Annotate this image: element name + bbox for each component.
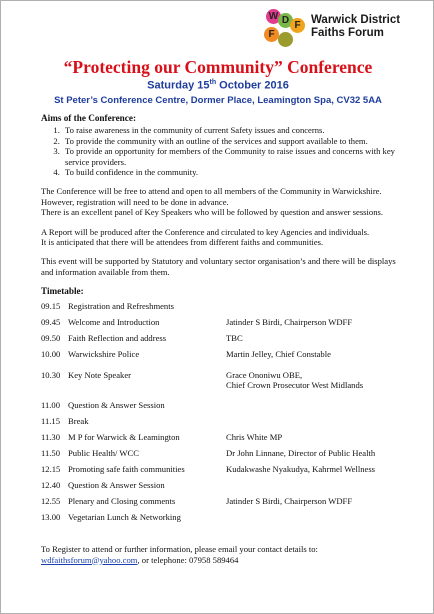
org-name-line2: Faiths Forum	[311, 27, 384, 39]
timetable-row	[41, 448, 421, 464]
aims-item: 3. To provide an opportunity for members of the Community to raise issues and concerns with key service providers.	[62, 146, 409, 167]
row-event: Public Health/ WCC	[68, 448, 139, 458]
conference-title: “Protecting our Community” Conference	[63, 57, 373, 77]
phone-text: , or telephone: 07958 589464	[137, 554, 239, 565]
aims-list	[41, 125, 409, 177]
date-day: Saturday 15	[147, 79, 210, 92]
logo-circle-f2: F	[264, 27, 279, 42]
row-speaker: Jatinder S Birdi, Chairperson WDFF	[226, 496, 353, 506]
row-time: 11.00	[41, 400, 61, 410]
timetable-heading: Timetable:	[41, 286, 84, 297]
timetable-row	[41, 349, 421, 370]
registration-info	[41, 544, 318, 565]
row-time: 11.50	[41, 448, 61, 458]
row-time: 10.00	[41, 349, 61, 359]
row-event: Question & Answer Session	[68, 480, 165, 490]
row-time: 09.45	[41, 317, 61, 327]
date-suffix: th	[209, 79, 217, 86]
timetable-row	[41, 512, 421, 528]
timetable-row	[41, 317, 421, 333]
footer-line2	[41, 555, 318, 566]
description-section	[41, 113, 409, 299]
row-time: 10.30	[41, 370, 61, 380]
logo-circle-blank	[278, 32, 293, 47]
row-speaker: Martin Jelley, Chief Constable	[226, 349, 331, 359]
email-link[interactable]: wdfaithsforum@yahoo.com	[41, 554, 138, 565]
timetable-row	[41, 416, 421, 432]
timetable-row	[41, 480, 421, 496]
paragraph-report	[41, 227, 409, 248]
paragraph-text: It is anticipated that there will be attendees from different faiths and communities.	[41, 237, 324, 248]
aims-item: 1. To raise awareness in the community of current Safety issues and concerns.	[62, 125, 409, 135]
footer-line1: To Register to attend or further information, please email your contact details to:	[41, 544, 318, 554]
paragraph-support: This event will be supported by Statutory and voluntary sector organisation’s and there will be displays and information available from them.	[41, 256, 396, 277]
timetable-row	[41, 432, 421, 448]
timetable-row	[41, 464, 421, 480]
timetable-row	[41, 333, 421, 349]
row-time: 12.40	[41, 480, 61, 490]
org-name	[311, 14, 400, 40]
timetable-row	[41, 370, 421, 400]
row-time: 13.00	[41, 512, 61, 522]
aims-item: 2. To provide the community with an outline of the services and support available to them.	[62, 136, 409, 146]
row-time: 11.15	[41, 416, 61, 426]
row-event: Warwickshire Police	[68, 349, 140, 359]
paragraph-text: The Conference will be free to attend and open to all members of the Community in Warwickshire. However, registration will need to be done in advance.	[41, 186, 382, 207]
row-event: Key Note Speaker	[68, 370, 131, 380]
row-event: M P for Warwick & Leamington	[68, 432, 180, 442]
row-speaker: Jatinder S Birdi, Chairperson WDFF	[226, 317, 353, 327]
row-event: Registration and Refreshments	[68, 301, 174, 311]
row-event: Faith Reflection and address	[68, 333, 167, 343]
paragraph-text: There is an excellent panel of Key Speakers who will be followed by question and answer sessions.	[41, 207, 383, 218]
row-event: Question & Answer Session	[68, 400, 165, 410]
row-speaker	[226, 370, 363, 390]
row-speaker: Chris White MP	[226, 432, 283, 442]
logo-circle-f1: F	[290, 18, 305, 33]
speaker-line: Chief Crown Prosecutor West Midlands	[226, 380, 364, 390]
timetable-row	[41, 301, 421, 317]
aims-item: 4. To build confidence in the community.	[62, 167, 409, 177]
row-event: Promoting safe faith communities	[68, 464, 185, 474]
row-speaker: Kudakwashe Nyakudya, Kahrmel Wellness	[226, 464, 376, 474]
timetable	[41, 301, 421, 528]
org-name-line1: Warwick District	[311, 14, 401, 26]
row-time: 11.30	[41, 432, 61, 442]
aims-heading: Aims of the Conference:	[41, 113, 136, 123]
logo-circle-w: W	[266, 9, 281, 24]
logo-circle-d: D	[278, 13, 293, 28]
row-event: Break	[68, 416, 89, 426]
row-event: Plenary and Closing comments	[68, 496, 176, 506]
row-time: 12.55	[41, 496, 61, 506]
row-speaker: TBC	[226, 333, 243, 343]
row-time: 12.15	[41, 464, 61, 474]
row-event: Welcome and Introduction	[68, 317, 160, 327]
timetable-row	[41, 400, 421, 416]
paragraph-text: A Report will be produced after the Conference and circulated to key Agencies and individuals.	[41, 226, 370, 237]
timetable-row	[41, 496, 421, 512]
date-rest: October 2016	[216, 79, 289, 92]
paragraph-free-attend	[41, 186, 409, 217]
row-time: 09.50	[41, 333, 61, 343]
conference-date	[1, 79, 434, 92]
speaker-line: Grace Ononiwu OBE,	[226, 370, 303, 380]
row-time: 09.15	[41, 301, 61, 311]
wdff-logo	[259, 7, 309, 47]
row-speaker: Dr John Linnane, Director of Public Health	[226, 448, 376, 458]
conference-venue: St Peter’s Conference Centre, Dormer Place, Leamington Spa, CV32 5AA	[54, 95, 382, 106]
row-event: Vegetarian Lunch & Networking	[68, 512, 181, 522]
